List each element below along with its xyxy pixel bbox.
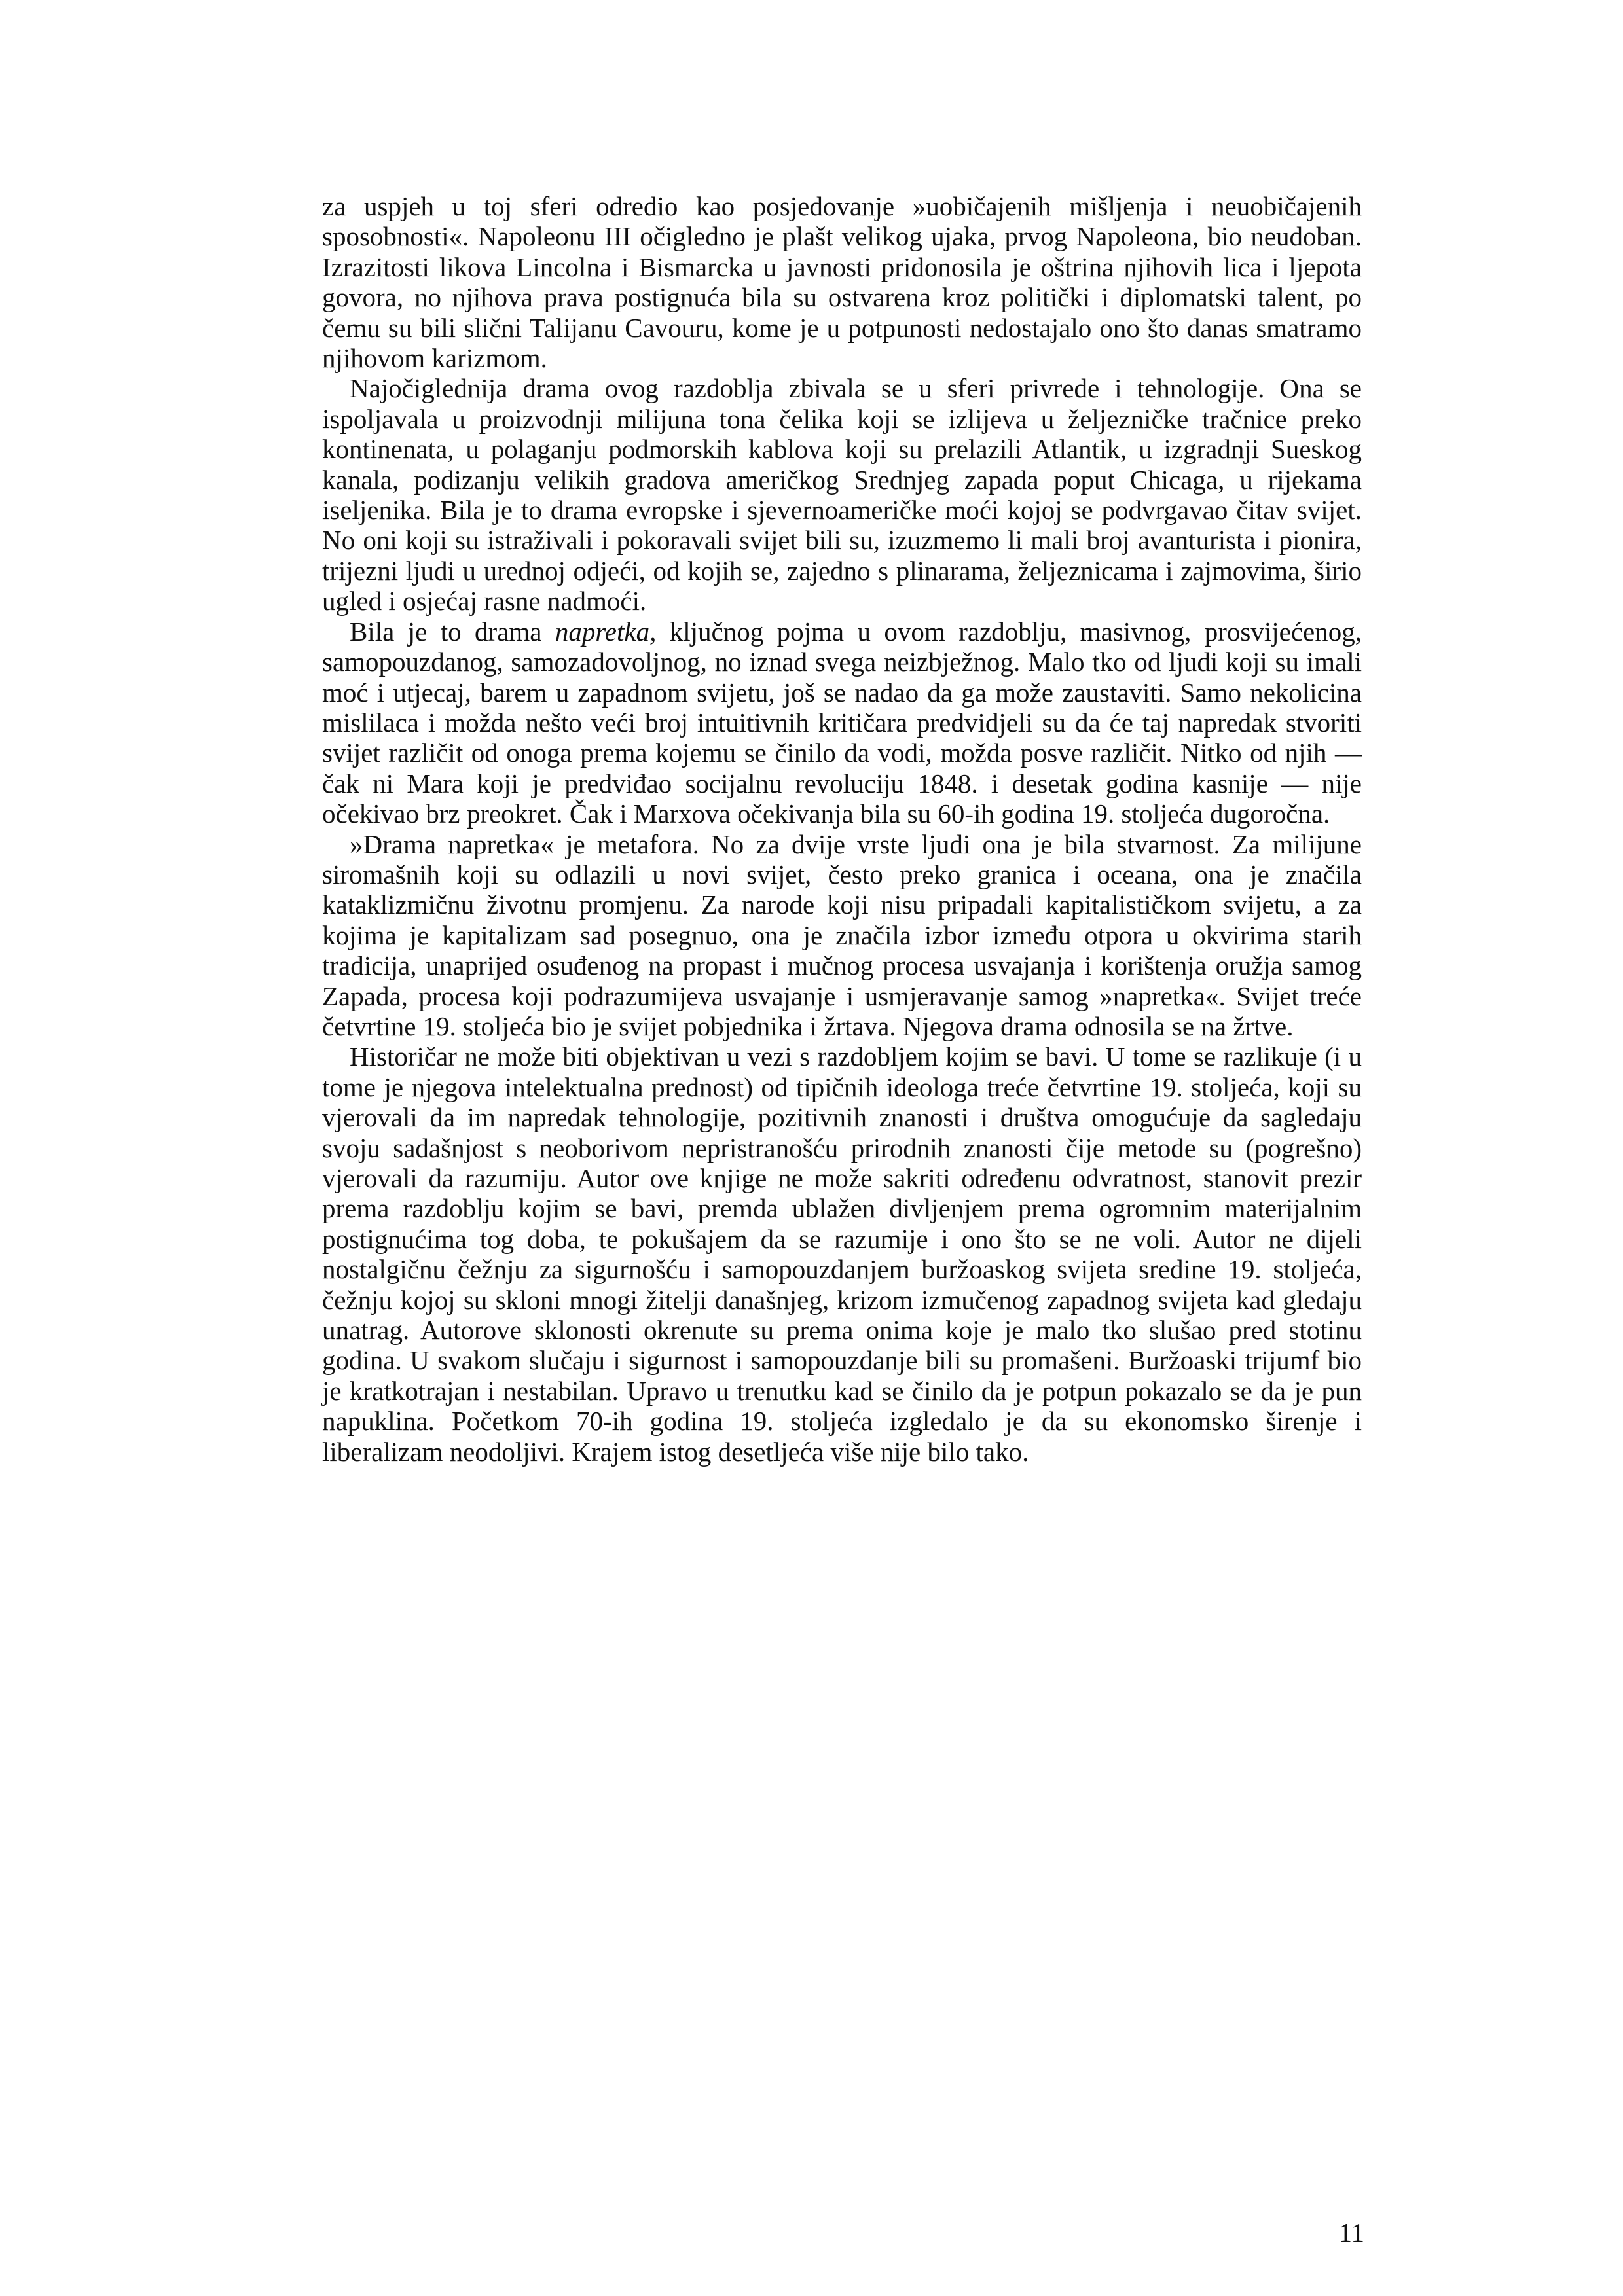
paragraph-3-text-a: Bila je to drama xyxy=(350,616,555,647)
paragraph-3-text-b: ključnog pojma u ovom razdoblju, masivnog, prosvijećenog, samopouzdanog, samozadovoljnog, no iznad svega neizbježnog. Malo tko od ljudi koji su imali moć i utjecaj, barem u zapadnom svijetu, još se nadao da ga može zaustaviti. Samo nekolicina mislilaca i možda nešto veći broj intuitivnih kritičara predvidjeli su da će taj napredak stvoriti svijet različit od onoga prema kojemu se činilo da vodi, možda posve različit. Nitko od njih — čak ni Mara koji je predviđao socijalnu revoluciju 1848. i desetak godina kasnije — nije očekivao brz preokret. Čak i Marxova očekivanja bila su 60-ih godina 19. stoljeća dugoročna. xyxy=(322,616,1362,829)
page-number: 11 xyxy=(1338,2217,1364,2248)
paragraph-4-text: »Drama napretka« je metafora. No za dvije vrste ljudi ona je bila stvarnost. Za milijune siromašnih koji su odlazili u novi svijet, često preko granica i oceana, ona je značila kataklizmičnu životnu promjenu. Za narode koji nisu pripadali kapitalističkom svijetu, a za kojima je kapitalizam sad posegnuo, ona je značila izbor između otpora u okvirima starih tradicija, unaprijed osuđenog na propast i mučnog procesa usvajanja i korištenja oružja samog Zapada, procesa koji podrazumijeva usvajanje i usmjeravanje samog »napretka«. Svijet treće četvrtine 19. stoljeća bio je svijet pobjednika i žrtava. Njegova drama odnosila se na žrtve. xyxy=(322,829,1362,1041)
paragraph-5 xyxy=(322,1041,1362,1467)
paragraph-3 xyxy=(322,617,1362,829)
paragraph-2 xyxy=(322,373,1362,616)
paragraph-5-text: Historičar ne može biti objektivan u vezi s razdobljem kojim se bavi. U tome se razlikuje (i u tome je njegova intelektualna prednost) od tipičnih ideologa treće četvrtine 19. stoljeća, koji su vjerovali da im napredak tehnologije, pozitivnih znanosti i društva omogućuje da sagledaju svoju sadašnjost s neoborivom nepristranošću prirodnih znanosti čije metode su (pogrešno) vjerovali da razumiju. Autor ove knjige ne može sakriti određenu odvratnost, stanovit prezir prema razdoblju kojim se bavi, premda ublažen divljenjem prema ogromnim materijalnim postignućima tog doba, te pokušajem da se razumije i ono što se ne voli. Autor ne dijeli nostalgičnu čežnju za sigurnošću i samopouzdanjem buržoaskog svijeta sredine 19. stoljeća, čežnju kojoj su skloni mnogi žitelji današnjeg, krizom izmučenog zapadnog svijeta kad gledaju unatrag. Autorove sklonosti okrenute su prema onima koje je malo tko slušao pred stotinu godina. U svakom slučaju i sigurnost i samopouzdanje bili su promašeni. Buržoaski trijumf bio je kratkotrajan i nestabilan. Upravo u trenutku kad se činilo da je potpun pokazalo se da je pun napuklina. Početkom 70-ih godina 19. stoljeća izgledalo je da su ekonomsko širenje i liberalizam neodoljivi. Krajem istog desetljeća više nije bilo tako. xyxy=(322,1041,1362,1467)
paragraph-2-text: Najočiglednija drama ovog razdoblja zbivala se u sferi privrede i tehnologije. Ona se ispoljavala u proizvodnji milijuna tona čelika koji se izlijeva u željezničke tračnice preko kontinenata, u polaganju podmorskih kablova koji su prelazili Atlantik, u izgradnji Sueskog kanala, podizanju velikih gradova američkog Srednjeg zapada poput Chicaga, u rijekama iseljenika. Bila je to drama evropske i sjevernoameričke moći kojoj se podvrgavao čitav svijet. No oni koji su istraživali i pokoravali svijet bili su, izuzmemo li mali broj avanturista i pionira, trijezni ljudi u urednoj odjeći, od kojih se, zajedno s plinarama, željeznicama i zajmovima, širio ugled i osjećaj rasne nadmoći. xyxy=(322,373,1362,617)
body-text xyxy=(322,191,1362,1467)
paragraph-1-text: za uspjeh u toj sferi odredio kao posjedovanje »uobičajenih mišljenja i neuobičajenih sposobnosti«. Napoleonu III očigledno je plašt velikog ujaka, prvog Napoleona, bio neudoban. Izrazitosti likova Lincolna i Bismarcka u javnosti pridonosila je oštrina njihovih lica i ljepota govora, no njihova prava postignuća bila su ostvarena kroz politički i diplomatski talent, po čemu su bili slični Talijanu Cavouru, kome je u potpunosti nedostajalo ono što danas smatramo njihovom karizmom. xyxy=(322,191,1362,374)
paragraph-4 xyxy=(322,829,1362,1042)
paragraph-1 xyxy=(322,191,1362,373)
paragraph-3-italic-term: napretka, xyxy=(555,616,657,647)
